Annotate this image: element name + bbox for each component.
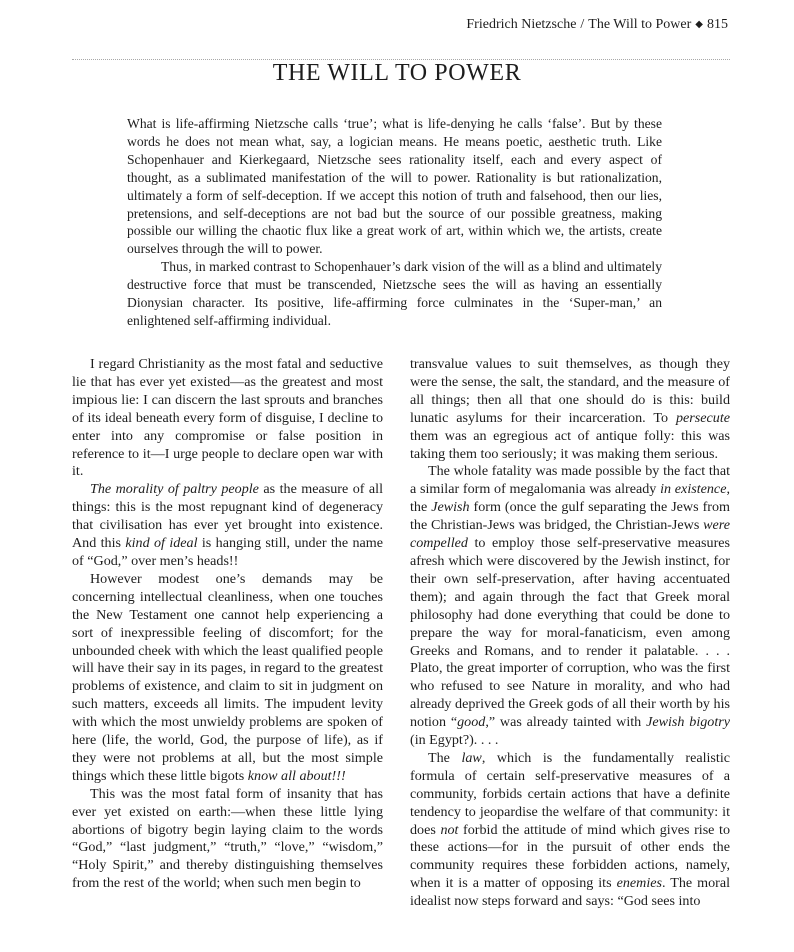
body-paragraph	[410, 750, 730, 911]
emphasis: enemies	[616, 875, 662, 892]
body-paragraph	[410, 356, 730, 463]
running-head-author: Friedrich Nietzsche	[466, 17, 577, 32]
diamond-ornament-icon: ◆	[695, 19, 703, 30]
page-title: THE WILL TO POWER	[272, 60, 522, 86]
running-head	[466, 17, 728, 33]
emphasis: know all about!!!	[247, 767, 346, 784]
body-paragraph	[72, 571, 383, 786]
text-run: forbid the attitude of mind which gives rise to these actions—for in the pursuit of other ends the community requires these forbidden actions, namely, when it is a matter of opposing its	[410, 821, 730, 892]
emphasis: persecute	[675, 409, 730, 426]
running-head-separator: /	[580, 17, 585, 32]
emphasis: in existence	[660, 481, 727, 498]
right-column	[410, 356, 730, 911]
text-run: form (once the gulf separating the Jews from the Christian-Jews was bridged, the Christian-Jews	[410, 499, 730, 534]
text-run: The	[428, 749, 462, 766]
text-run: ,” was already tainted with	[485, 714, 647, 731]
text-run: them was an egregious act of antique folly: this was taking them too seriously; it was making them serious.	[410, 427, 730, 462]
text-run: , the	[410, 481, 730, 516]
emphasis: good	[457, 714, 486, 731]
emphasis: Jewish bigotry	[646, 714, 730, 731]
emphasis: law	[461, 749, 482, 766]
left-column	[72, 356, 383, 893]
emphasis: Jewish	[431, 499, 470, 516]
emphasis: were compelled	[410, 517, 730, 552]
text-run: (in Egypt?). . . .	[410, 732, 499, 749]
text-run: , which is the fundamentally realistic formula of certain self-preservative measures of a community, forbids certain actions that have a definite tendency to jeopardise the welfare of that community: it does	[410, 749, 730, 838]
text-run: as the measure of all things: this is the most repugnant kind of degeneracy that civilisation has ever yet brought into existence. And this	[72, 481, 383, 552]
text-run: However modest one’s demands may be concerning intellectual cleanliness, when one touches the New Testament one cannot help experiencing a sort of inexpressible feeling of discomfort; for the unbounded cheek with which the least qualified people will have their say in its pages, in regard to the greatest problems of existence, and claim to sit in judgment on such matters, exceeds all limits. The impudent levity with which the most unwieldy problems are spoken of here (life, the world, God, the purpose of life), as if they were not problems at all, but the most simple things which these little bigots	[72, 570, 383, 784]
page-number: 815	[707, 17, 728, 32]
text-run: to employ those self-preservative measures afresh which were discovered by the Jewish instinct, for their own self-preservation, after having accentuated them); and again through the fact that Greek moral philosophy had done everything that could be done to prepare the way for moral-fanaticism, even among Greeks and Romans, and to render it palatable. . . . Plato, the great importer of corruption, who was the first who refused to see Nature in morality, and who had already deprived the Greek gods of all their worth by his notion “	[410, 535, 730, 731]
text-run: transvalue values to suit themselves, as though they were the sense, the salt, the standard, and the measure of all things; then all that one should do is this: build lunatic asylums for their incarceration. To	[410, 356, 730, 426]
text-run: is hanging still, under the name of “God,” over men’s heads!!	[72, 535, 383, 569]
emphasis: not	[440, 821, 459, 838]
body-paragraph: I regard Christianity as the most fatal and seductive lie that has ever yet existed—as the greatest and most impious lie: I can discern the last sprouts and branches of its ideal beneath every form of disguise, I decline to enter into any compromise or false position in reference to it—I urge people to declare open war with it.	[72, 356, 383, 480]
body-paragraph	[72, 481, 383, 571]
emphasis: kind of ideal	[125, 535, 198, 552]
body-paragraph	[410, 463, 730, 750]
running-head-work: The Will to Power	[588, 17, 692, 32]
emphasis: The morality of paltry people	[90, 481, 259, 498]
intro-paragraph: What is life-affirming Nietzsche calls ‘true’; what is life-denying he calls ‘false’. But by these words he does not mean what, say, a logician means. He means poetic, aesthetic truth. Like Schopenhauer and Kierkegaard, Nietzsche sees rationality itself, each and every aspect of thought, as a sublimated manifestation of the will to power. Rationality is but rationalization, ultimately a form of self-deception. If we accept this notion of truth and falsehood, then our lies, pretensions, and self-deceptions are not bad but the source of our possible greatness, making possible our willing the chaotic flux like a great work of art, within which we, the artists, create ourselves through the will to power.	[127, 116, 662, 257]
intro-paragraph: Thus, in marked contrast to Schopenhauer’s dark vision of the will as a blind and ultimately destructive force that must be transcended, Nietzsche sees the will as having an essentially Dionysian character. Its positive, life-affirming force culminates in the ‘Super-man,’ an enlightened self-affirming individual.	[127, 259, 662, 328]
text-run: The whole fatality was made possible by the fact that a similar form of megalomania was already	[410, 463, 730, 498]
text-run: . The moral idealist now steps forward and says: “God sees into	[410, 875, 730, 910]
body-paragraph: This was the most fatal form of insanity that has ever yet existed on earth:—when these little lying abortions of bigotry begin laying claim to the words “God,” “last judgment,” “truth,” “love,” “wisdom,” “Holy Spirit,” and thereby distinguishing themselves from the rest of the world; when such men begin to	[72, 785, 383, 892]
intro-block	[127, 115, 662, 330]
